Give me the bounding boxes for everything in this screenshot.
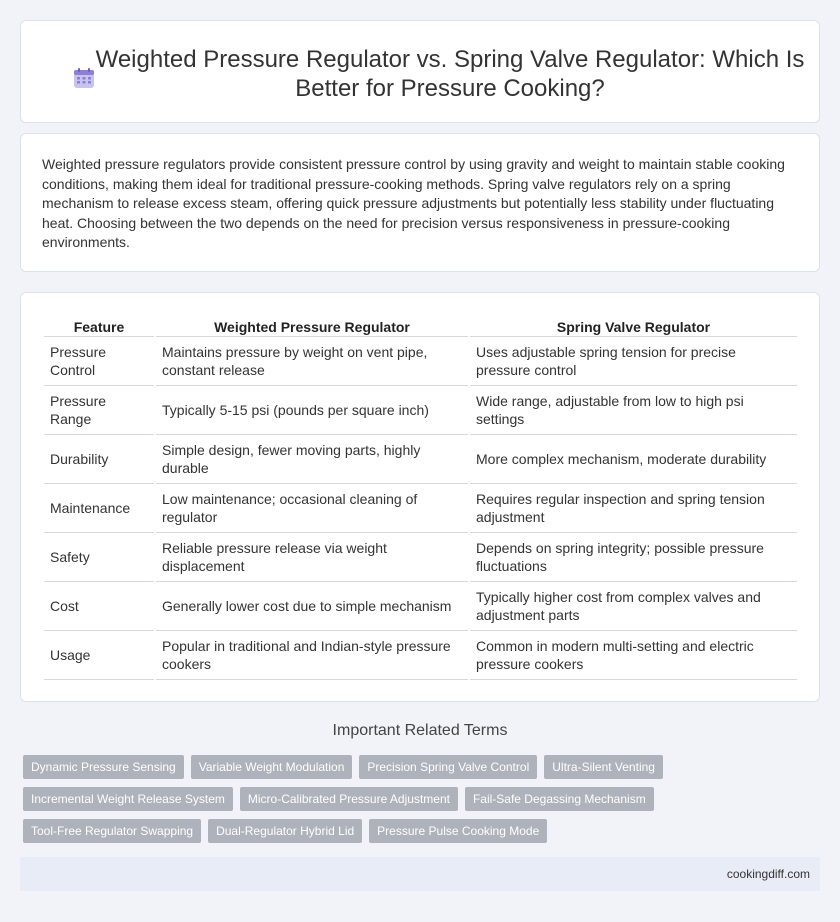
intro-paragraph: Weighted pressure regulators provide consistent pressure control by using gravity and weight to maintain stable cooking conditions, making them ideal for traditional pressure-cooking methods. Spring valve regulators rely on a spring mechanism to release excess steam, offering quick pressure adjustments but potentially less stability under fluctuating heat. Choosing between the two depends on the need for precision versus responsiveness in pressure-cooking environments. bbox=[42, 156, 785, 251]
spring-cell: Wide range, adjustable from low to high psi settings bbox=[470, 386, 797, 435]
comparison-table bbox=[42, 313, 799, 680]
term-tag[interactable]: Dynamic Pressure Sensing bbox=[23, 755, 184, 779]
term-tag[interactable]: Pressure Pulse Cooking Mode bbox=[369, 819, 547, 843]
intro-card bbox=[20, 133, 820, 272]
spring-cell: Requires regular inspection and spring tension adjustment bbox=[470, 484, 797, 533]
spring-cell: Depends on spring integrity; possible pressure fluctuations bbox=[470, 533, 797, 582]
weighted-cell: Simple design, fewer moving parts, highly durable bbox=[156, 435, 468, 484]
term-tag[interactable]: Precision Spring Valve Control bbox=[359, 755, 537, 779]
feature-cell: Pressure Range bbox=[44, 386, 154, 435]
term-tag[interactable]: Incremental Weight Release System bbox=[23, 787, 233, 811]
tag-row bbox=[23, 755, 823, 779]
table-header-row bbox=[44, 313, 797, 337]
tag-row bbox=[23, 787, 823, 811]
table-row bbox=[44, 631, 797, 680]
page-title: Weighted Pressure Regulator vs. Spring Valve Regulator: Which Is Better for Pressure Cooking? bbox=[95, 46, 805, 102]
table-row bbox=[44, 435, 797, 484]
feature-cell: Pressure Control bbox=[44, 337, 154, 386]
feature-cell: Maintenance bbox=[44, 484, 154, 533]
tag-row bbox=[23, 819, 823, 843]
term-tag[interactable]: Variable Weight Modulation bbox=[191, 755, 353, 779]
related-terms-list bbox=[23, 755, 823, 851]
spring-cell: Uses adjustable spring tension for precise pressure control bbox=[470, 337, 797, 386]
comparison-card bbox=[20, 292, 820, 702]
table-row bbox=[44, 533, 797, 582]
table-row bbox=[44, 386, 797, 435]
table-row bbox=[44, 582, 797, 631]
weighted-cell: Popular in traditional and Indian-style pressure cookers bbox=[156, 631, 468, 680]
spring-cell: Common in modern multi-setting and electric pressure cookers bbox=[470, 631, 797, 680]
term-tag[interactable]: Tool-Free Regulator Swapping bbox=[23, 819, 201, 843]
weighted-cell: Low maintenance; occasional cleaning of regulator bbox=[156, 484, 468, 533]
footer-site-link[interactable]: cookingdiff.com bbox=[726, 867, 810, 881]
weighted-cell: Typically 5-15 psi (pounds per square inch) bbox=[156, 386, 468, 435]
term-tag[interactable]: Ultra-Silent Venting bbox=[544, 755, 663, 779]
spring-cell: Typically higher cost from complex valves and adjustment parts bbox=[470, 582, 797, 631]
term-tag[interactable]: Dual-Regulator Hybrid Lid bbox=[208, 819, 362, 843]
feature-cell: Safety bbox=[44, 533, 154, 582]
weighted-cell: Reliable pressure release via weight displacement bbox=[156, 533, 468, 582]
feature-cell: Usage bbox=[44, 631, 154, 680]
weighted-cell: Maintains pressure by weight on vent pipe, constant release bbox=[156, 337, 468, 386]
column-header-feature: Feature bbox=[44, 313, 154, 337]
table-row bbox=[44, 484, 797, 533]
feature-cell: Durability bbox=[44, 435, 154, 484]
column-header-weighted: Weighted Pressure Regulator bbox=[156, 313, 468, 337]
term-tag[interactable]: Fail-Safe Degassing Mechanism bbox=[465, 787, 654, 811]
column-header-spring: Spring Valve Regulator bbox=[470, 313, 797, 337]
feature-cell: Cost bbox=[44, 582, 154, 631]
table-row bbox=[44, 337, 797, 386]
spring-cell: More complex mechanism, moderate durability bbox=[470, 435, 797, 484]
term-tag[interactable]: Micro-Calibrated Pressure Adjustment bbox=[240, 787, 458, 811]
footer bbox=[20, 857, 820, 891]
related-terms-heading: Important Related Terms bbox=[332, 722, 508, 739]
title-card bbox=[20, 20, 820, 123]
weighted-cell: Generally lower cost due to simple mechanism bbox=[156, 582, 468, 631]
